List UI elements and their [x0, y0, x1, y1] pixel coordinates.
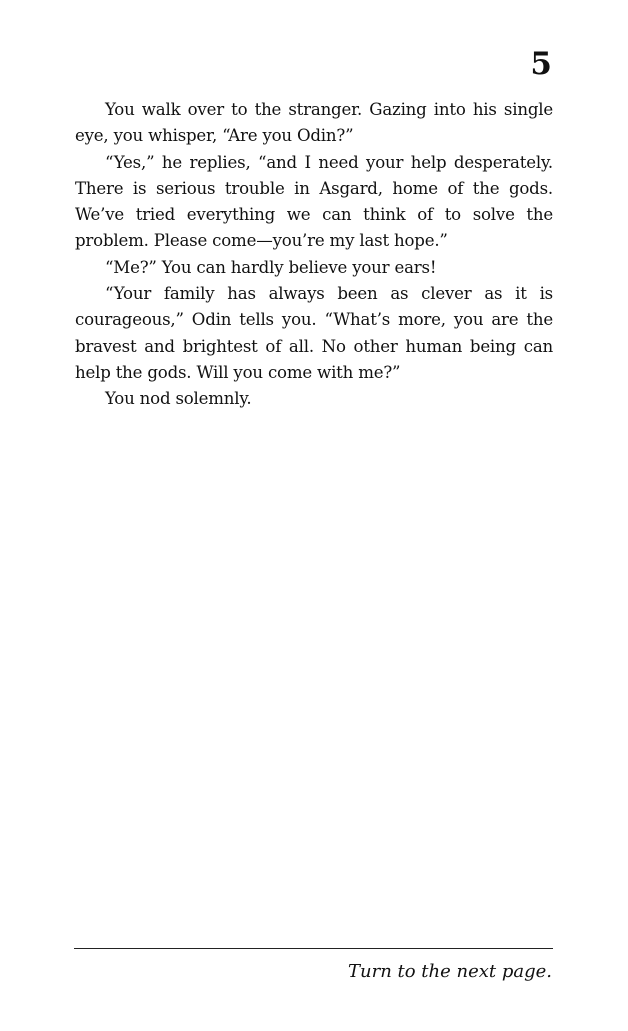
paragraph: “Yes,” he replies, “and I need your help desperately. There is serious trouble in Asgard, home of the gods. We’ve tried everything we can think of to solve the problem. Please come—you’re my last hope.”	[75, 152, 553, 251]
paragraph: “Your family has always been as clever as it is courageous,” Odin tells you. “What’s more, you are the bravest and brightest of all. No other human being can help the gods. Will you come with me?”	[75, 284, 553, 382]
turn-page-instruction: Turn to the next page.	[347, 961, 552, 982]
paragraph: You nod solemnly.	[105, 389, 252, 409]
paragraph: You walk over to the stranger. Gazing into his single eye, you whisper, “Are you Odin?”	[75, 100, 553, 146]
page-number: 5	[530, 46, 552, 82]
story-text	[75, 97, 553, 413]
paragraph: “Me?” You can hardly believe your ears!	[105, 257, 437, 277]
footer-divider	[74, 948, 553, 949]
